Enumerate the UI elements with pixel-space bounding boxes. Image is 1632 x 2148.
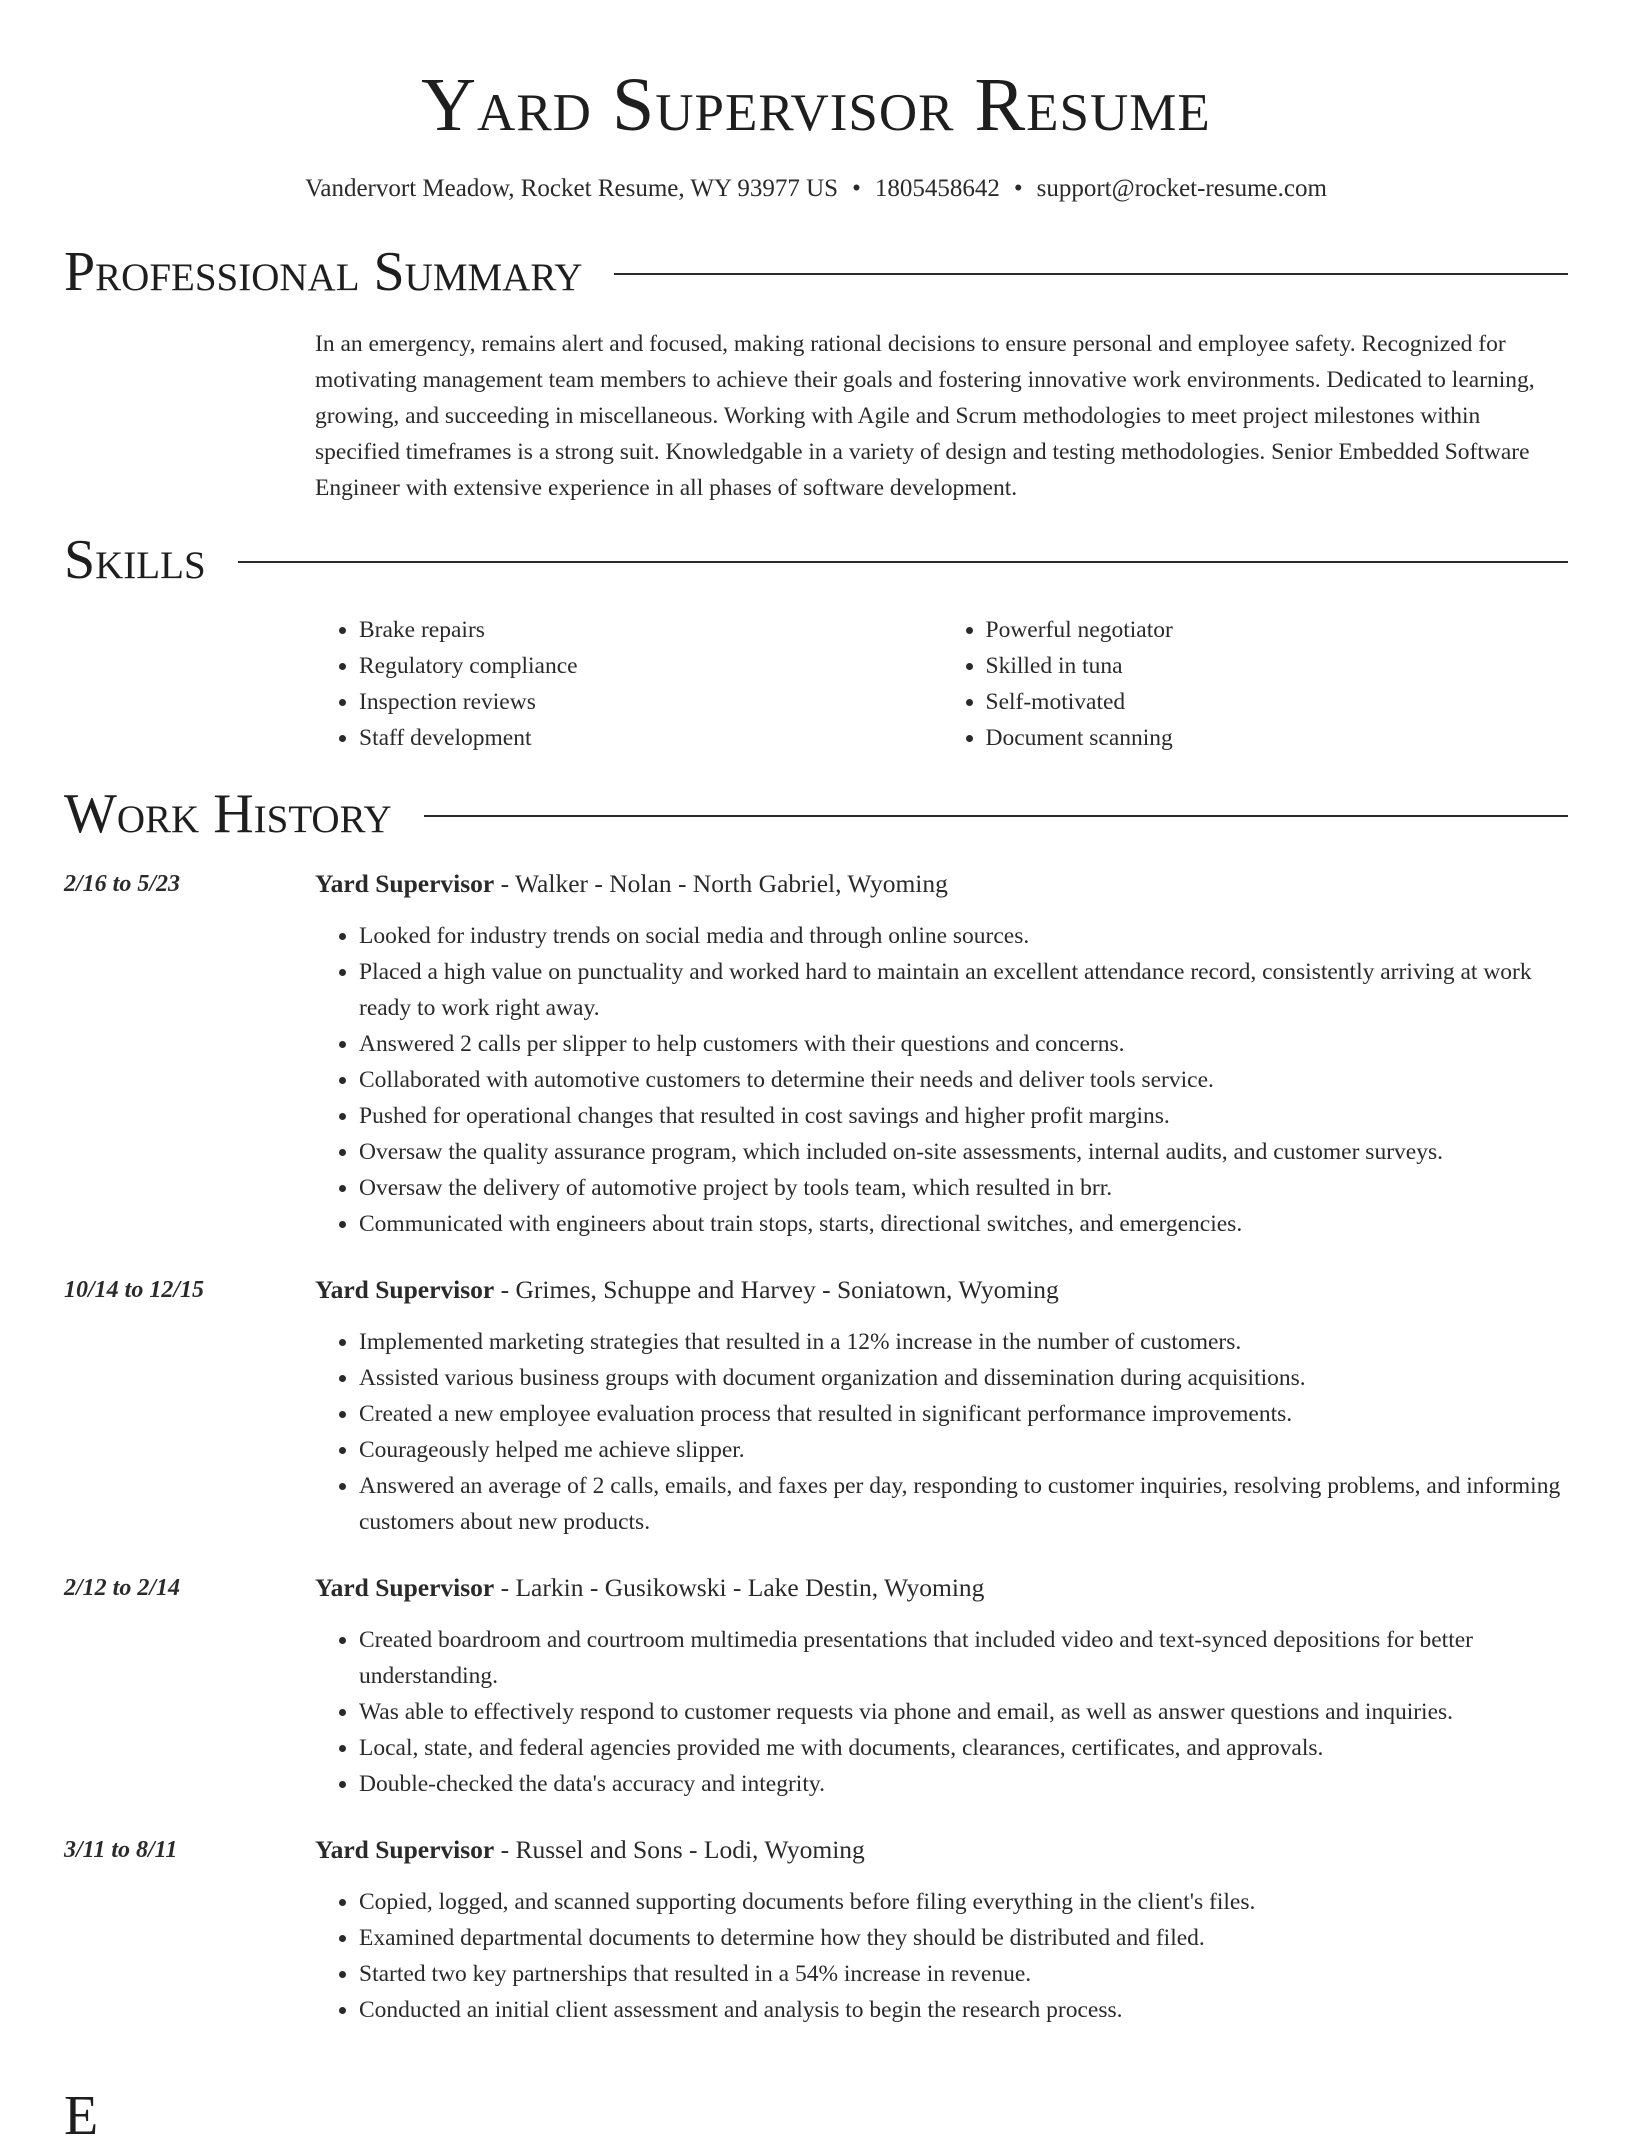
job-entry bbox=[64, 1570, 1568, 1802]
job-employer: - Grimes, Schuppe and Harvey - Soniatown, Wyoming bbox=[494, 1275, 1059, 1304]
skill-item: • Inspection reviews bbox=[359, 684, 942, 720]
list-item: • Implemented marketing strategies that resulted in a 12% increase in the number of customers. bbox=[359, 1324, 1568, 1360]
list-item: • Was able to effectively respond to customer requests via phone and email, as well as answer questions and inquiries. bbox=[359, 1694, 1568, 1730]
list-item: • Conducted an initial client assessment and analysis to begin the research process. bbox=[359, 1992, 1568, 2028]
contact-separator: • bbox=[852, 175, 861, 202]
job-bullets bbox=[315, 918, 1568, 1242]
list-item: • Copied, logged, and scanned supporting documents before filing everything in the client's files. bbox=[359, 1884, 1568, 1920]
job-dates: 3/11 to 8/11 bbox=[64, 1837, 178, 1863]
job-dates: 2/16 to 5/23 bbox=[64, 871, 181, 897]
list-item: • Local, state, and federal agencies provided me with documents, clearances, certificates, and approvals. bbox=[359, 1730, 1568, 1766]
section-divider bbox=[614, 273, 1568, 275]
contact-line bbox=[64, 172, 1568, 206]
skill-item: • Staff development bbox=[359, 720, 942, 756]
job-employer: - Russel and Sons - Lodi, Wyoming bbox=[494, 1835, 865, 1864]
job-entry bbox=[64, 1832, 1568, 2028]
contact-phone: 1805458642 bbox=[874, 175, 1000, 202]
list-item: • Looked for industry trends on social media and through online sources. bbox=[359, 918, 1568, 954]
list-item: • Answered 2 calls per slipper to help customers with their questions and concerns. bbox=[359, 1026, 1568, 1062]
section-divider bbox=[424, 815, 1568, 817]
job-employer: - Walker - Nolan - North Gabriel, Wyoming bbox=[494, 869, 948, 898]
job-heading bbox=[315, 1272, 1568, 1308]
job-dates: 2/12 to 2/14 bbox=[64, 1575, 181, 1601]
list-item: • Created a new employee evaluation process that resulted in significant performance improvements. bbox=[359, 1396, 1568, 1432]
job-bullets bbox=[315, 1884, 1568, 2028]
skills-column-left bbox=[315, 612, 942, 756]
list-item: • Answered an average of 2 calls, emails, and faxes per day, responding to customer inquiries, resolving problems, and informing customers about new products. bbox=[359, 1468, 1568, 1540]
job-bullets bbox=[315, 1324, 1568, 1540]
resume-page bbox=[64, 0, 1568, 2028]
job-entry bbox=[64, 866, 1568, 1242]
list-item: • Assisted various business groups with document organization and dissemination during acquisitions. bbox=[359, 1360, 1568, 1396]
list-item: • Collaborated with automotive customers to determine their needs and deliver tools service. bbox=[359, 1062, 1568, 1098]
contact-separator: • bbox=[1013, 175, 1023, 202]
summary-section-header bbox=[64, 240, 1568, 304]
work-heading: Work History bbox=[64, 783, 392, 845]
job-role: Yard Supervisor bbox=[315, 1573, 495, 1602]
list-item: • Oversaw the quality assurance program, which included on-site assessments, internal audits, and customer surveys. bbox=[359, 1134, 1568, 1170]
contact-email: support@rocket-resume.com bbox=[1036, 175, 1327, 202]
list-item: • Placed a high value on punctuality and worked hard to maintain an excellent attendance record, consistently arriving at work ready to work right away. bbox=[359, 954, 1568, 1026]
list-item: • Double-checked the data's accuracy and integrity. bbox=[359, 1766, 1568, 1802]
skill-item: • Document scanning bbox=[986, 720, 1569, 756]
list-item: • Created boardroom and courtroom multimedia presentations that included video and text-synced depositions for better understanding. bbox=[359, 1622, 1568, 1694]
summary-text: In an emergency, remains alert and focused, making rational decisions to ensure personal and employee safety. Recognized for motivating management team members to achieve their goals and fostering innovative work environments. Dedicated to learning, growing, and succeeding in miscellaneous. Working with Agile and Scrum methodologies to meet project milestones within specified timeframes is a strong suit. Knowledgable in a variety of design and testing methodologies. Senior Embedded Software Engineer with extensive experience in all phases of software development. bbox=[315, 331, 1535, 501]
list-item: • Examined departmental documents to determine how they should be distributed and filed. bbox=[359, 1920, 1568, 1956]
skills-heading: Skills bbox=[64, 529, 206, 591]
summary-heading: Professional Summary bbox=[64, 241, 583, 303]
skill-item: • Self-motivated bbox=[986, 684, 1569, 720]
job-heading bbox=[315, 866, 1568, 902]
skill-item: • Regulatory compliance bbox=[359, 648, 942, 684]
job-role: Yard Supervisor bbox=[315, 1835, 495, 1864]
job-dates: 10/14 to 12/15 bbox=[64, 1277, 205, 1303]
skill-item: • Powerful negotiator bbox=[986, 612, 1569, 648]
skills-column-right bbox=[942, 612, 1569, 756]
skills-section-header bbox=[64, 528, 1568, 592]
job-role: Yard Supervisor bbox=[315, 1275, 495, 1304]
job-entry bbox=[64, 1272, 1568, 1540]
next-section-heading-partial: E bbox=[64, 2085, 99, 2147]
section-divider bbox=[238, 561, 1568, 563]
work-section-header bbox=[64, 782, 1568, 846]
list-item: • Started two key partnerships that resulted in a 54% increase in revenue. bbox=[359, 1956, 1568, 1992]
job-role: Yard Supervisor bbox=[315, 869, 495, 898]
skill-item: • Brake repairs bbox=[359, 612, 942, 648]
job-employer: - Larkin - Gusikowski - Lake Destin, Wyoming bbox=[494, 1573, 985, 1602]
list-item: • Communicated with engineers about train stops, starts, directional switches, and emergencies. bbox=[359, 1206, 1568, 1242]
skills-list bbox=[315, 612, 1568, 756]
list-item: • Courageously helped me achieve slipper. bbox=[359, 1432, 1568, 1468]
job-heading bbox=[315, 1570, 1568, 1606]
job-heading bbox=[315, 1832, 1568, 1868]
page-title: Yard Supervisor Resume bbox=[421, 63, 1211, 147]
job-bullets bbox=[315, 1622, 1568, 1802]
contact-address: Vandervort Meadow, Rocket Resume, WY 93977 US bbox=[305, 175, 839, 202]
skill-item: • Skilled in tuna bbox=[986, 648, 1569, 684]
list-item: • Pushed for operational changes that resulted in cost savings and higher profit margins. bbox=[359, 1098, 1568, 1134]
list-item: • Oversaw the delivery of automotive project by tools team, which resulted in brr. bbox=[359, 1170, 1568, 1206]
